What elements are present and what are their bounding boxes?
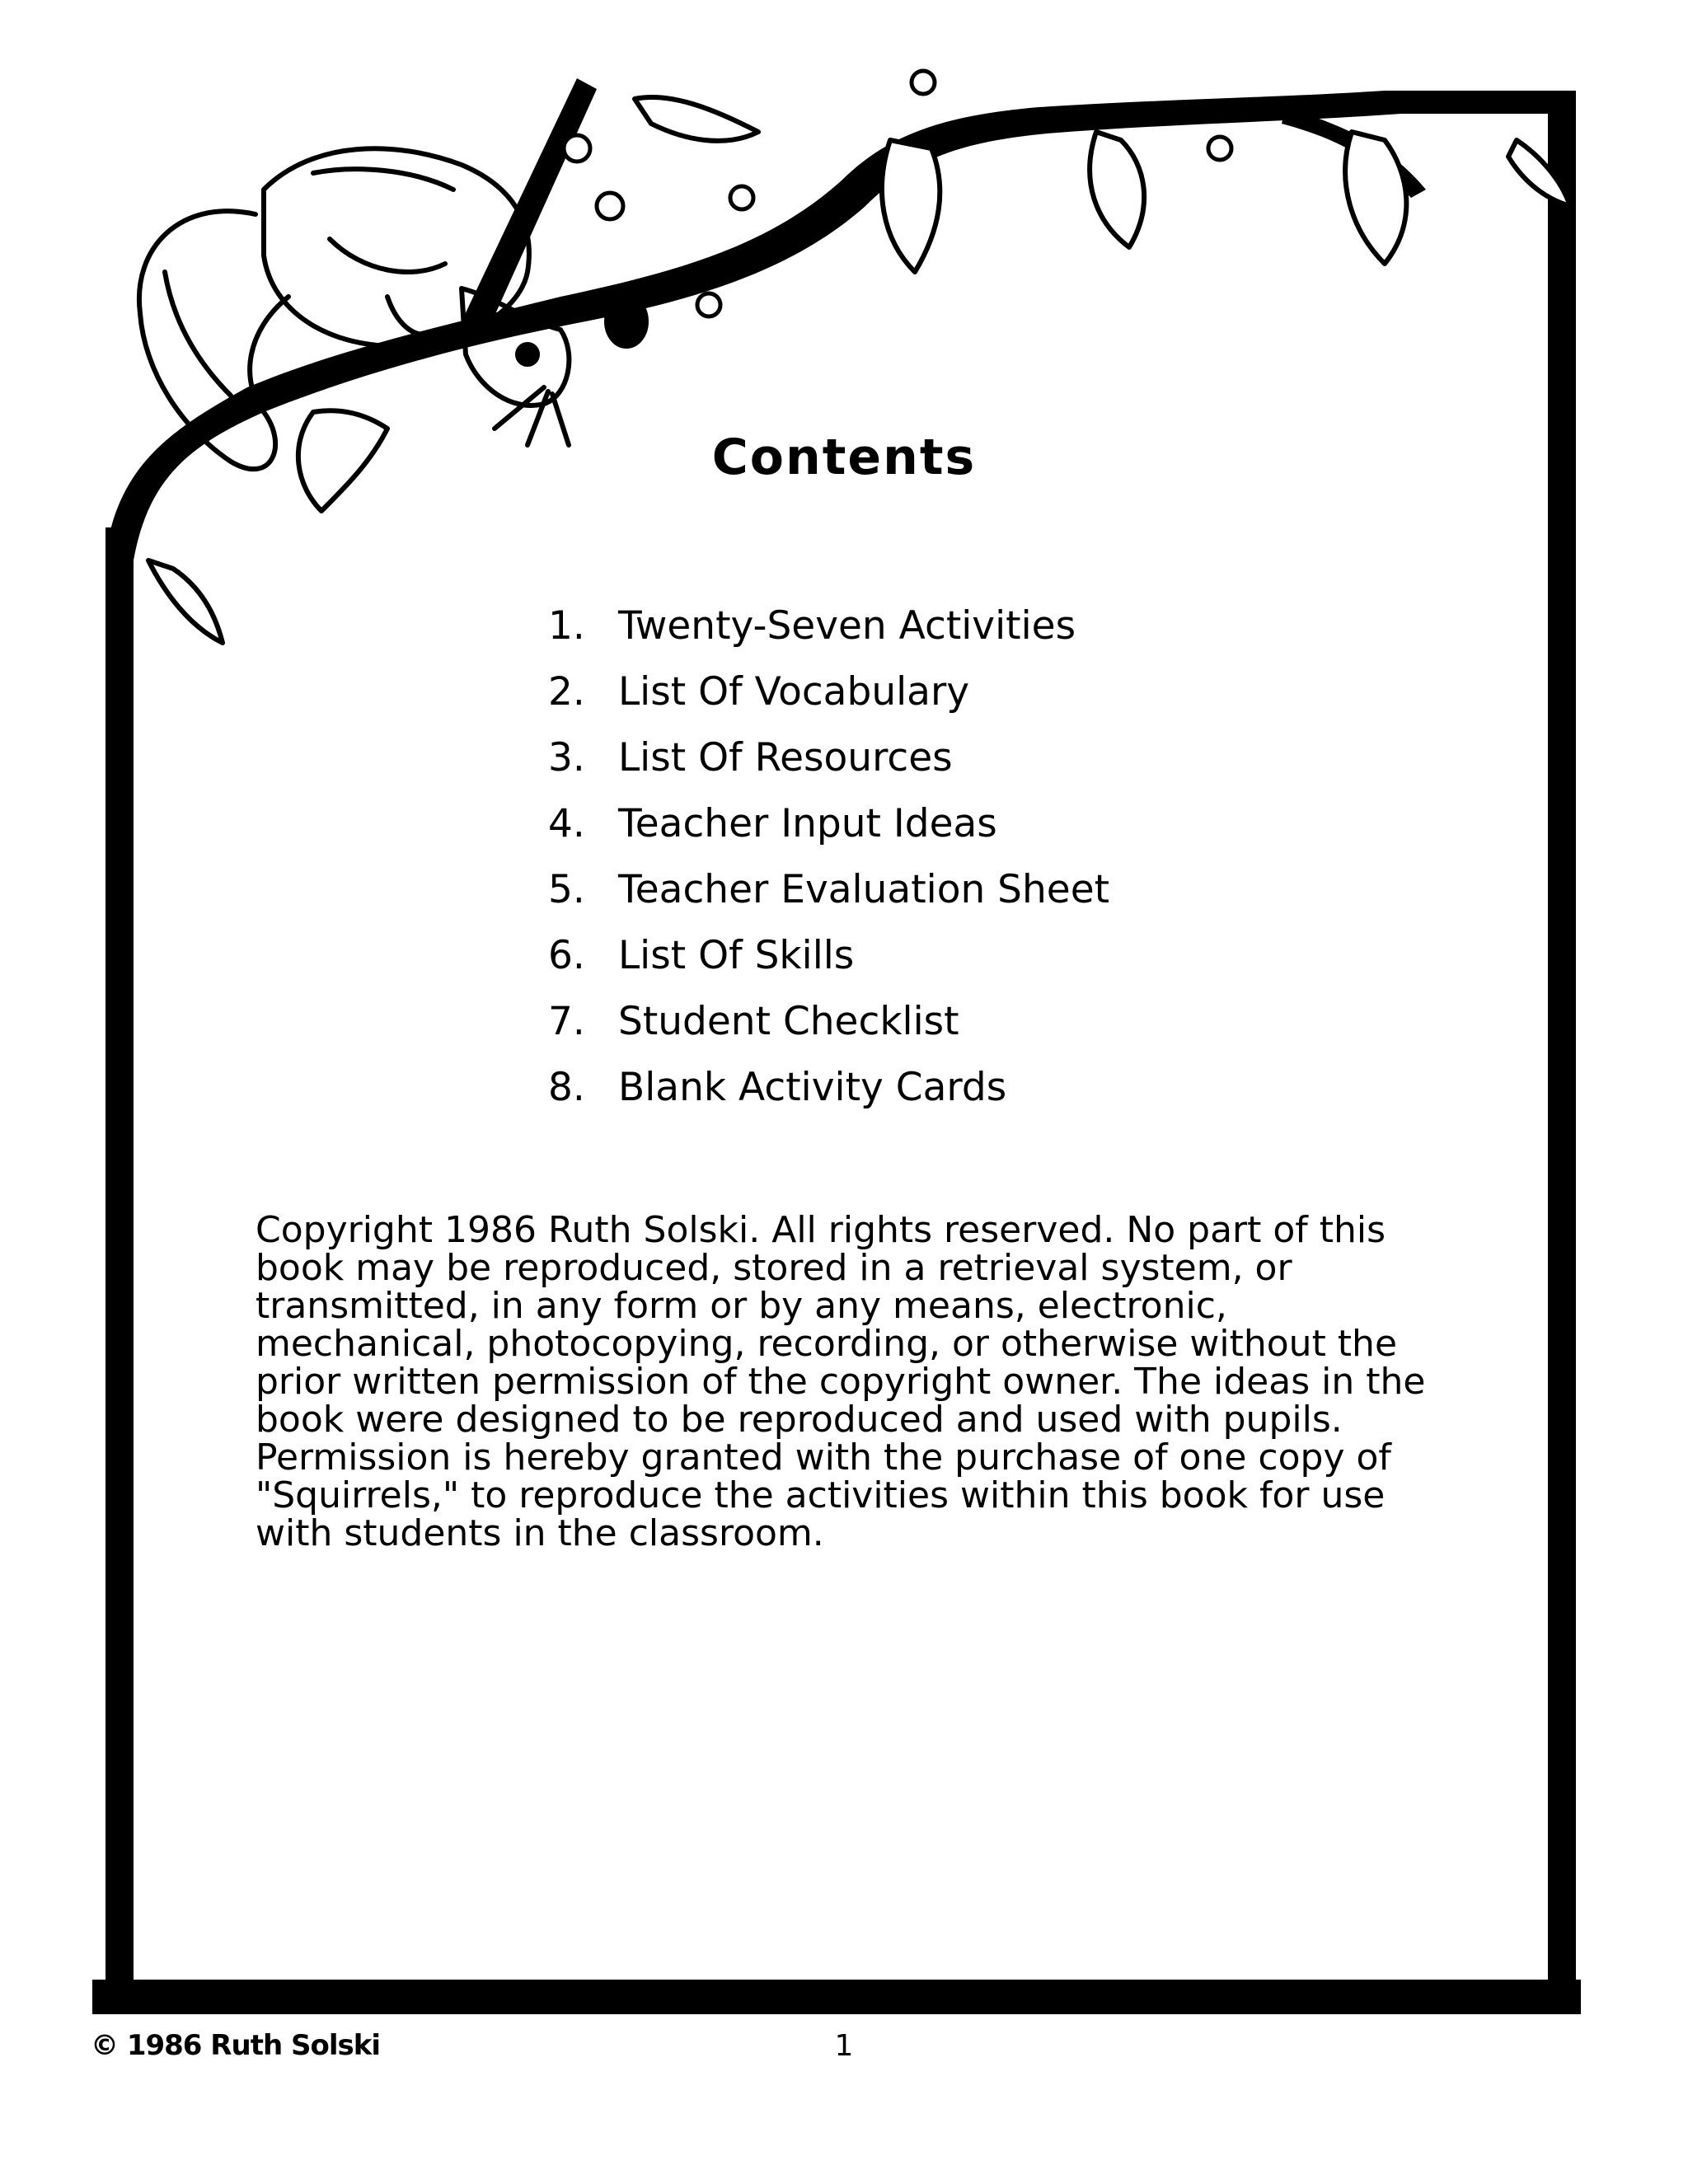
list-item: 2. List Of Vocabulary [548,669,970,715]
list-item: 1. Twenty-Seven Activities [548,603,1076,649]
list-item: 6. List Of Skills [548,933,855,978]
copyright-notice: Copyright 1986 Ruth Solski. All rights reserved. No part of this book may be reproduced, stored in a retrieval system, or transmitted, in any form or by any means, electronic, mechanical, photocopying, recording, or otherwise without the prior written permission of the copyright owner. The ideas in the book were designed to be reproduced and used with pupils. Permission is hereby granted with the purchase of one copy of "Squirrels," to reproduce the activities within this book for use with students in the classroom. [256,1209,1426,1554]
acorn-icon [607,297,646,346]
contents-list [548,593,1109,1121]
list-item: 3. List Of Resources [548,735,953,780]
list-item: 5. Teacher Evaluation Sheet [548,867,1110,912]
footer-copyright: © 1986 Ruth Solski [91,2029,380,2062]
page-number: 1 [834,2029,854,2063]
list-item: 7. Student Checklist [548,999,959,1044]
list-item: 4. Teacher Input Ideas [548,801,997,846]
page-title: Contents [711,429,977,486]
list-item: 8. Blank Activity Cards [548,1065,1007,1110]
